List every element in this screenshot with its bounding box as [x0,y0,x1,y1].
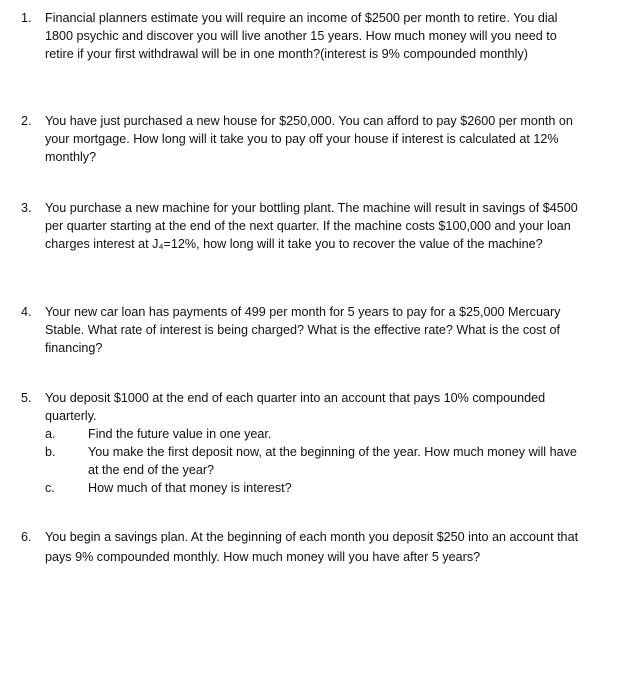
question-5 [21,389,581,497]
question-text: You have just purchased a new house for $250,000. You can afford to pay $2600 per month on your mortgage. How long will it take you to pay off your house if interest is calculated at 12% monthly? [45,114,573,164]
question-text: You deposit $1000 at the end of each quarter into an account that pays 10% compounded quarterly. [45,391,546,423]
question-4 [21,303,581,357]
sub-question-a [45,425,581,443]
sub-question-text: You make the first deposit now, at the beginning of the year. How much money will have at the end of the year? [88,445,577,477]
sub-question-letter: b. [45,445,56,459]
question-number: 5. [21,391,32,405]
question-text: You purchase a new machine for your bottling plant. The machine will result in savings of $4500 per quarter starting at the end of the next quarter. If the machine costs $100,000 and your loan charges interest at J₄=12%, how long will it take you to recover the value of the machine? [45,201,578,251]
question-text: Your new car loan has payments of 499 per month for 5 years to pay for a $25,000 Mercuary Stable. What rate of interest is being charged? What is the effective rate? What is the cost of financing? [45,305,561,355]
question-text: You begin a savings plan. At the beginning of each month you deposit $250 into an account that pays 9% compounded monthly. How much money will you have after 5 years? [45,530,579,564]
question-6 [21,528,581,567]
question-number: 2. [21,114,32,128]
question-number: 1. [21,11,32,25]
question-number: 6. [21,530,32,544]
question-number: 4. [21,305,32,319]
question-1 [21,9,581,63]
sub-question-c [45,479,581,497]
question-3 [21,199,581,253]
question-number: 3. [21,201,32,215]
sub-question-letter: c. [45,481,55,495]
question-text: Financial planners estimate you will require an income of $2500 per month to retire. You dial 1800 psychic and discover you will live another 15 years. How much money will you need to retire if your first withdrawal will be in one month?(interest is 9% compounded monthly) [45,11,558,61]
question-2 [21,112,581,166]
sub-question-letter: a. [45,427,56,441]
sub-question-text: Find the future value in one year. [88,427,272,441]
sub-question-b [45,443,581,479]
sub-question-text: How much of that money is interest? [88,481,292,495]
